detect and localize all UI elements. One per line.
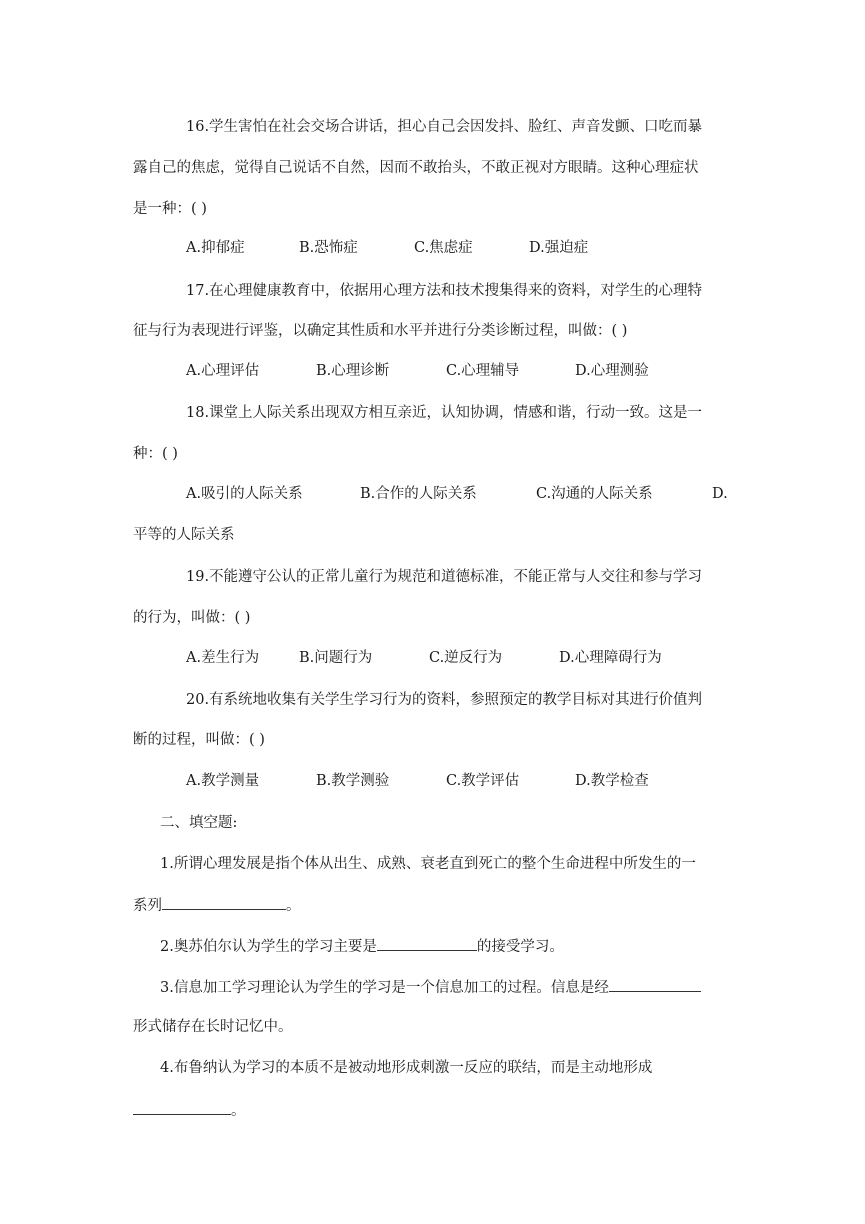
q18-line-1: 18.课堂上人际关系出现双方相互亲近，认知协调，情感和谐，行动一致。这是一 xyxy=(186,405,703,421)
fill-q1-text: 系列 xyxy=(133,898,162,914)
q16-option-a: A.抑郁症 xyxy=(186,240,245,256)
fill-q1-line-1: 1.所谓心理发展是指个体从出生、成熟、衰老直到死亡的整个生命进程中所发生的一 xyxy=(160,856,696,872)
q16-option-b: B.恐怖症 xyxy=(299,240,358,256)
q18-option-a: A.吸引的人际关系 xyxy=(186,486,303,502)
q20-option-b: B.教学测验 xyxy=(316,773,390,789)
q17-option-d: D.心理测验 xyxy=(575,363,649,379)
fill-q1-end: 。 xyxy=(286,898,301,914)
q17-line-2: 征与行为表现进行评鉴，以确定其性质和水平并进行分类诊断过程，叫做：( ) xyxy=(133,323,628,339)
q20-line-1: 20.有系统地收集有关学生学习行为的资料，参照预定的教学目标对其进行价值判 xyxy=(186,692,703,708)
fill-q2-line xyxy=(160,935,760,957)
fill-q3-line-2: 形式储存在长时记忆中。 xyxy=(133,1019,293,1035)
q18-option-d: D. xyxy=(712,486,728,502)
fill-q4-line-2 xyxy=(133,1099,733,1121)
q18-option-c: C.沟通的人际关系 xyxy=(536,486,653,502)
fill-q1-blank[interactable] xyxy=(162,894,286,910)
q16-option-d: D.强迫症 xyxy=(529,240,589,256)
q17-option-a: A.心理评估 xyxy=(186,363,260,379)
fill-q4-end: 。 xyxy=(231,1103,246,1119)
fill-q2-blank[interactable] xyxy=(377,935,477,951)
q16-line-3: 是一种：( ) xyxy=(133,201,207,217)
fill-q3-line-1 xyxy=(160,976,760,998)
q19-option-c: C.逆反行为 xyxy=(429,650,503,666)
q20-option-c: C.教学评估 xyxy=(446,773,520,789)
q18-option-d-wrap: 平等的人际关系 xyxy=(133,527,235,543)
fill-q3-text: 3.信息加工学习理论认为学生的学习是一个信息加工的过程。信息是经 xyxy=(160,980,609,996)
q19-option-a: A.差生行为 xyxy=(186,650,260,666)
q16-option-c: C.焦虑症 xyxy=(414,240,473,256)
q17-line-1: 17.在心理健康教育中，依据用心理方法和技术搜集得来的资料，对学生的心理特 xyxy=(186,283,703,299)
q19-line-1: 19.不能遵守公认的正常儿童行为规范和道德标准，不能正常与人交往和参与学习 xyxy=(186,569,703,585)
q20-option-d: D.教学检查 xyxy=(575,773,649,789)
q19-line-2: 的行为，叫做：( ) xyxy=(133,610,251,626)
q18-option-b: B.合作的人际关系 xyxy=(360,486,477,502)
q19-option-d: D.心理障碍行为 xyxy=(559,650,662,666)
fill-q2-end: 的接受学习。 xyxy=(476,939,564,955)
q16-line-1: 16.学生害怕在社会交场合讲话，担心自己会因发抖、脸红、声音发颤、口吃而暴 xyxy=(186,119,703,135)
q18-line-2: 种：( ) xyxy=(133,446,178,462)
fill-q1-line-2 xyxy=(133,894,733,916)
fill-q3-blank[interactable] xyxy=(609,976,701,992)
section-title: 二、填空题: xyxy=(160,815,238,831)
q17-option-c: C.心理辅导 xyxy=(446,363,520,379)
q20-line-2: 断的过程，叫做：( ) xyxy=(133,732,265,748)
q19-option-b: B.问题行为 xyxy=(299,650,373,666)
fill-q4-line-1: 4.布鲁纳认为学习的本质不是被动地形成刺激一反应的联结，而是主动地形成 xyxy=(160,1060,653,1076)
q16-line-2: 露自己的焦虑，觉得自己说话不自然，因而不敢抬头，不敢正视对方眼睛。这种心理症状 xyxy=(133,160,699,176)
q17-option-b: B.心理诊断 xyxy=(316,363,390,379)
fill-q2-text: 2.奥苏伯尔认为学生的学习主要是 xyxy=(160,939,377,955)
q20-option-a: A.教学测量 xyxy=(186,773,260,789)
fill-q4-blank[interactable] xyxy=(133,1099,231,1115)
